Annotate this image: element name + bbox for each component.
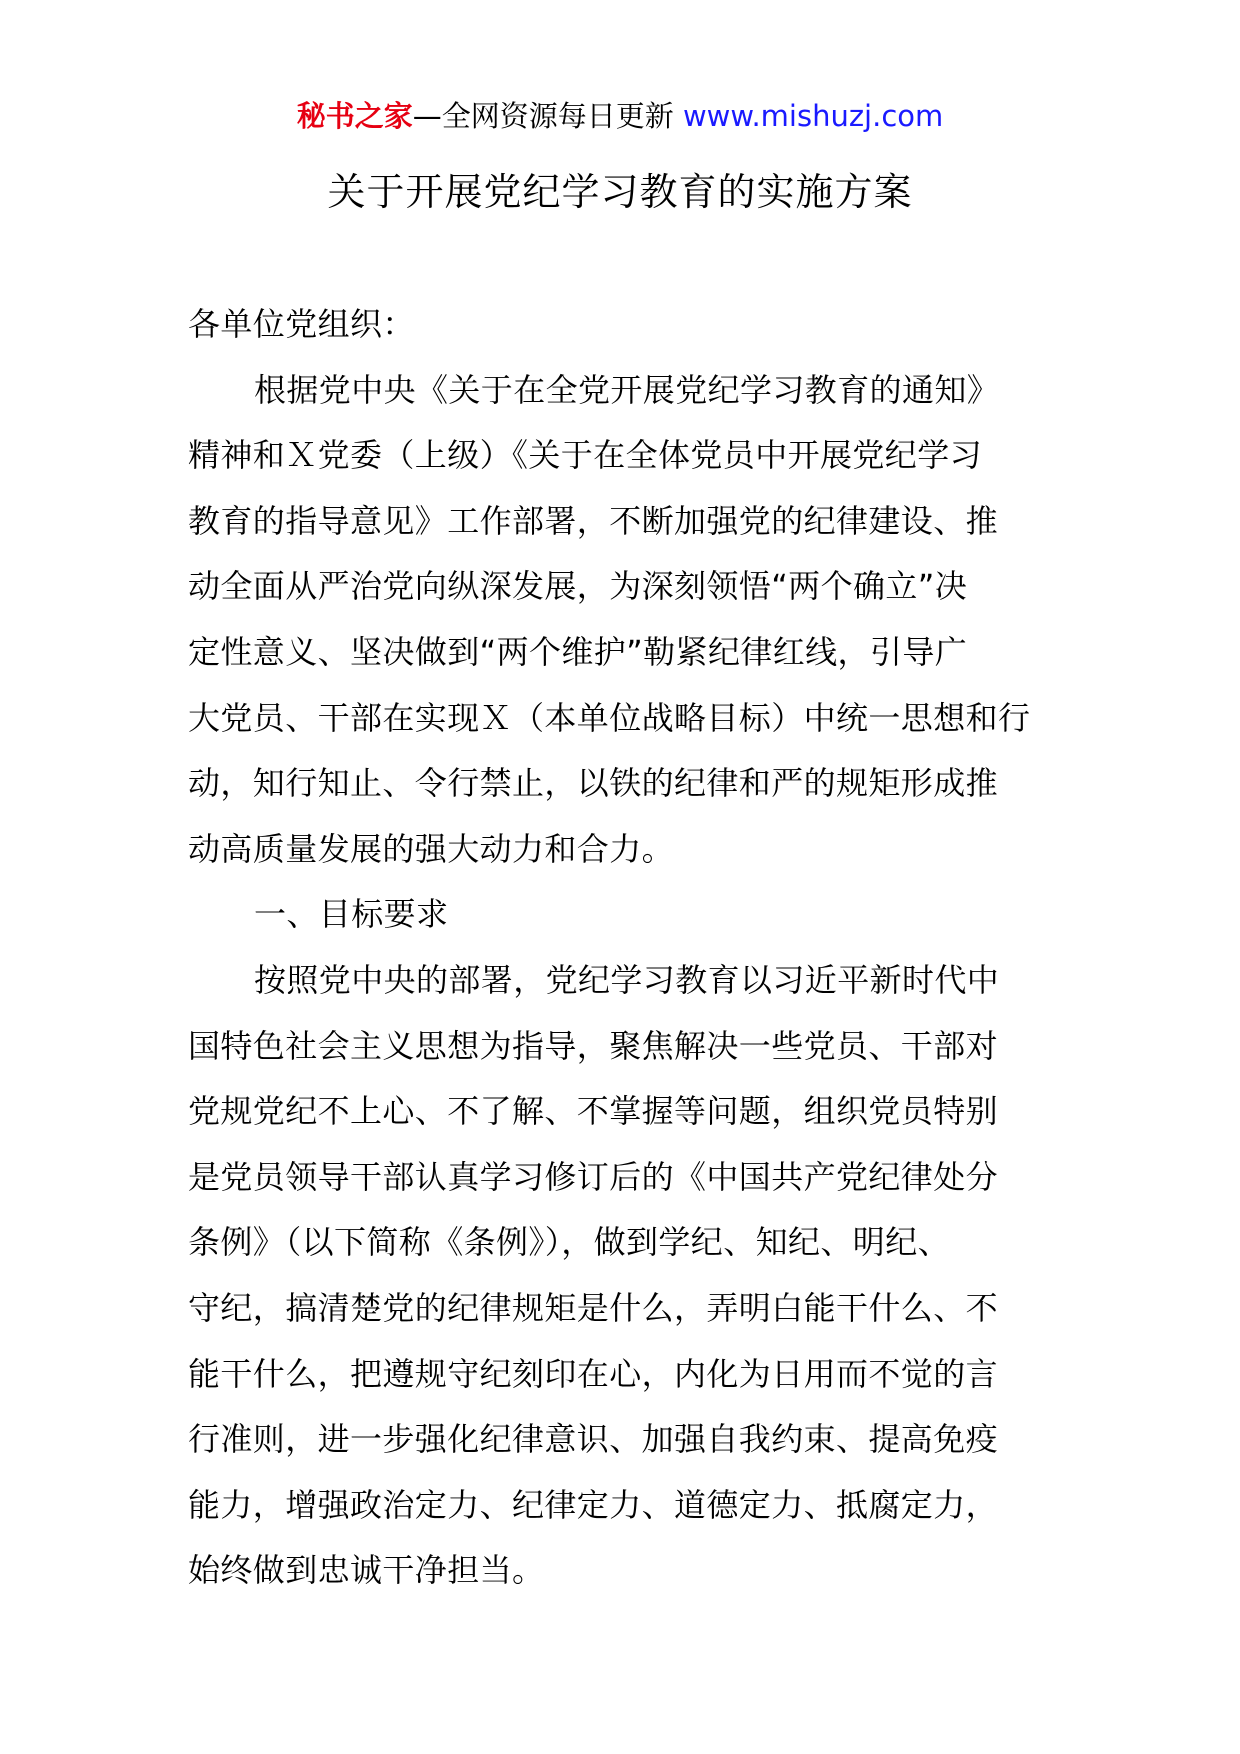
banner-brand: 秘书之家 [296,99,413,133]
paragraph-line: 能干什么，把遵规守纪刻印在心，内化为日用而不觉的言 [188,1354,999,1393]
paragraph-line: 守纪，搞清楚党的纪律规矩是什么，弄明白能干什么、不 [188,1288,999,1327]
paragraph-line: 党规党纪不上心、不了解、不掌握等问题，组织党员特别 [188,1092,999,1131]
paragraph-line: 行准则，进一步强化纪律意识、加强自我约束、提高免疫 [188,1420,999,1459]
paragraph-line: 根据党中央《关于在全党开展党纪学习教育的通知》 [254,370,1000,409]
document-title: 关于开展党纪学习教育的实施方案 [327,170,913,214]
paragraph-line: 精神和Ｘ党委（上级）《关于在全体党员中开展党纪学习 [188,436,983,475]
banner-tagline: —全网资源每日更新 [412,99,674,133]
paragraph-line: 能力，增强政治定力、纪律定力、道德定力、抵腐定力， [188,1485,999,1524]
paragraph-line: 按照党中央的部署，党纪学习教育以习近平新时代中 [254,960,1000,999]
document-body [188,292,1064,1604]
paragraph-line: 条例》（以下简称《条例》），做到学纪、知纪、明纪、 [188,1223,951,1262]
paragraph-line: 动高质量发展的强大动力和合力。 [188,829,675,868]
paragraph-line: 定性意义、坚决做到“两个维护”勒紧纪律红线，引导广 [188,632,968,671]
paragraph-line: 大党员、干部在实现Ｘ（本单位战略目标）中统一思想和行 [188,698,1031,737]
paragraph-line: 动全面从严治党向纵深发展，为深刻领悟“两个确立”决 [188,567,968,606]
section-heading: 一、目标要求 [254,895,449,934]
paragraph-line: 教育的指导意见》工作部署，不断加强党的纪律建设、推 [188,501,999,540]
paragraph-line: 国特色社会主义思想为指导，聚焦解决一些党员、干部对 [188,1026,999,1065]
site-banner [0,96,1240,136]
banner-url-link[interactable]: www.mishuzj.com [682,99,944,133]
salutation-line: 各单位党组织： [188,305,415,343]
paragraph-line: 是党员领导干部认真学习修订后的《中国共产党纪律处分 [188,1157,999,1196]
paragraph-line: 始终做到忠诚干净担当。 [188,1551,545,1590]
paragraph-line: 动，知行知止、令行禁止，以铁的纪律和严的规矩形成推 [188,764,999,803]
